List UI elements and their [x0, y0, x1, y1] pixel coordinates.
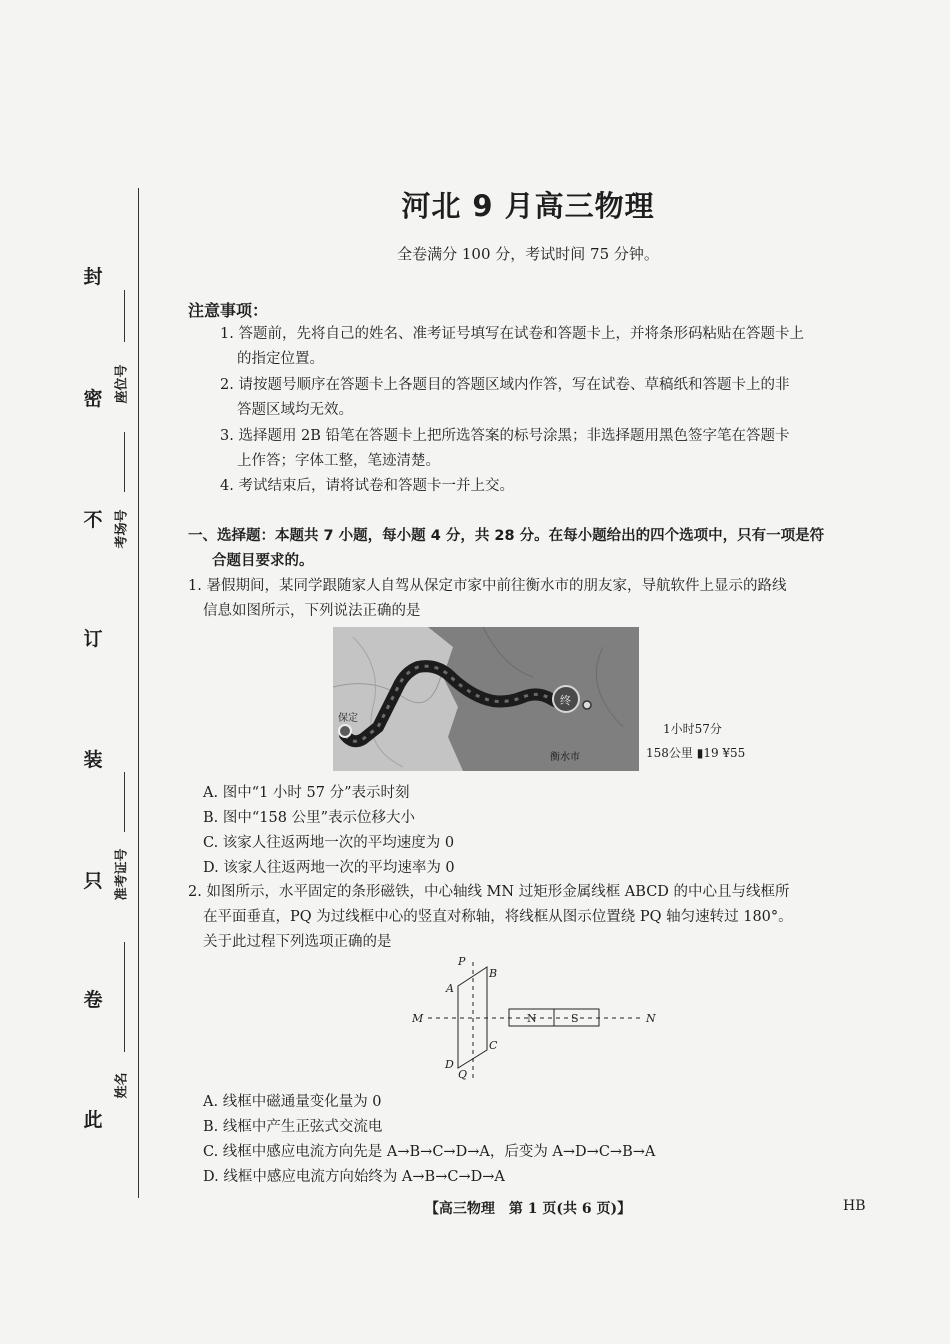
label-q: Q [458, 1068, 468, 1081]
seal-char-4: 订 [83, 628, 103, 650]
exam-id-label: 准考证号 [114, 848, 130, 901]
label-m: M [412, 1012, 424, 1025]
magnet-south-label: S [571, 1012, 579, 1025]
q1-stem-line2: 信息如图所示，下列说法正确的是 [203, 603, 421, 619]
seal-char-5: 装 [83, 749, 103, 771]
q1-stem-line1: 1. 暑假期间，某同学跟随家人自驾从保定市家中前往衡水市的朋友家，导航软件上显示的路线 [188, 578, 787, 594]
q1-option-c: C. 该家人往返两地一次的平均速度为 0 [203, 835, 455, 851]
label-c: C [489, 1039, 498, 1052]
magnet-north-label: N [527, 1012, 537, 1025]
route-time: 1小时57分 [663, 722, 722, 736]
seal-char-7: 卷 [83, 989, 103, 1011]
magnet-loop-diagram [400, 952, 670, 1084]
label-b: B [489, 967, 498, 980]
q1-option-b: B. 图中“158 公里”表示位移大小 [203, 810, 415, 826]
map-graphic [333, 627, 639, 771]
seal-char-6: 只 [83, 870, 103, 892]
page-title: 河北 9 月高三物理 [401, 189, 655, 223]
q2-stem-line3: 关于此过程下列选项正确的是 [203, 934, 392, 950]
notice-item-1: 1. 答题前，先将自己的姓名、准考证号填写在试卷和答题卡上，并将条形码粘贴在答题卡上 [220, 326, 804, 342]
section-heading-line2: 合题目要求的。 [212, 553, 314, 569]
notice-item-3: 3. 选择题用 2B 铅笔在答题卡上把所选答案的标号涂黑；非选择题用黑色签字笔在答题卡 [220, 428, 790, 444]
map-end-badge: 终 [560, 694, 571, 707]
name-label: 姓名 [114, 1072, 130, 1099]
q2-option-b: B. 线框中产生正弦式交流电 [203, 1119, 383, 1135]
notice-item-3-cont: 上作答；字体工整，笔迹清楚。 [237, 453, 440, 469]
map-start-label: 保定 [338, 713, 358, 724]
q2-option-d: D. 线框中感应电流方向始终为 A→B→C→D→A [203, 1169, 505, 1185]
label-p: P [458, 955, 466, 968]
notice-heading: 注意事项： [188, 301, 269, 320]
q1-option-a: A. 图中“1 小时 57 分”表示时刻 [203, 785, 410, 801]
seat-number-line[interactable] [124, 290, 125, 342]
seal-char-3: 不 [83, 509, 103, 531]
start-marker [339, 725, 351, 737]
label-d: D [445, 1058, 454, 1071]
q2-option-c: C. 线框中感应电流方向先是 A→B→C→D→A，后变为 A→D→C→B→A [203, 1144, 656, 1160]
notice-item-1-cont: 的指定位置。 [237, 351, 324, 367]
room-number-line[interactable] [124, 432, 125, 492]
label-n: N [646, 1012, 656, 1025]
seal-char-8: 此 [83, 1109, 103, 1131]
notice-item-2: 2. 请按题号顺序在答题卡上各题目的答题区域内作答，写在试卷、草稿纸和答题卡上的非 [220, 377, 790, 393]
seal-char-2: 密 [83, 388, 103, 410]
footer-code: HB [843, 1198, 866, 1214]
exam-id-line[interactable] [124, 772, 125, 832]
seat-number-label: 座位号 [114, 364, 130, 404]
notice-item-4: 4. 考试结束后，请将试卷和答题卡一并上交。 [220, 478, 514, 494]
q2-stem-line2: 在平面垂直，PQ 为过线框中心的竖直对称轴，将线框从图示位置绕 PQ 轴匀速转过 180°。 [203, 909, 793, 925]
navigation-map [333, 627, 639, 771]
label-a: A [446, 982, 454, 995]
exam-info: 全卷满分 100 分，考试时间 75 分钟。 [397, 245, 659, 263]
section-heading-line1: 一、选择题：本题共 7 小题，每小题 4 分，共 28 分。在每小题给出的四个选项中，只有一项是符 [188, 528, 825, 544]
page-footer: 【高三物理 第 1 页(共 6 页)】 [424, 1201, 632, 1217]
name-line[interactable] [124, 942, 125, 1052]
map-end-label: 衡水市 [550, 752, 580, 763]
q2-option-a: A. 线框中磁通量变化量为 0 [203, 1094, 382, 1110]
route-info: 158公里 ▮19 ¥55 [646, 746, 746, 760]
seal-char-1: 封 [83, 266, 103, 288]
section-heading [188, 524, 873, 574]
notice-item-2-cont: 答题区域均无效。 [237, 402, 353, 418]
binding-line [138, 188, 139, 1198]
q2-stem-line1: 2. 如图所示，水平固定的条形磁铁，中心轴线 MN 过矩形金属线框 ABCD 的中心且与线框所 [188, 884, 790, 900]
room-number-label: 考场号 [114, 509, 130, 549]
q1-option-d: D. 该家人往返两地一次的平均速率为 0 [203, 860, 455, 876]
